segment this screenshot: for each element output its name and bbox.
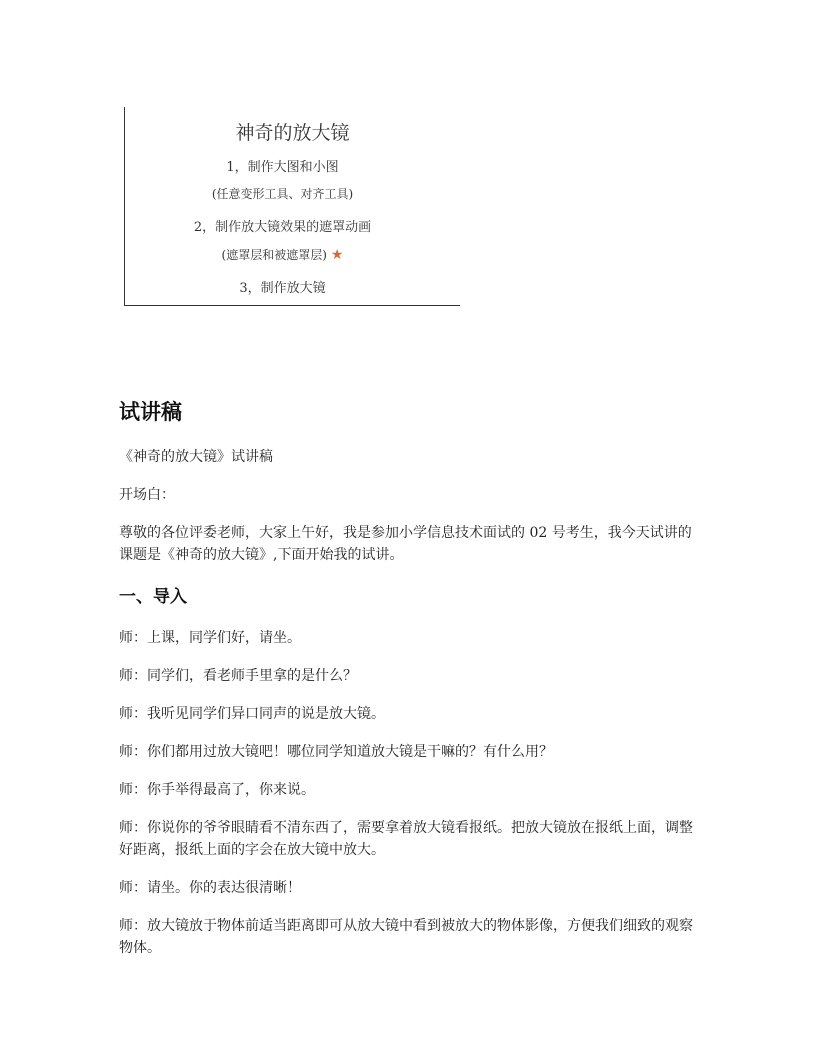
paragraph: 师：放大镜放于物体前适当距离即可从放大镜中看到被放大的物体影像，方便我们细致的观察物体。 (119, 918, 693, 956)
subtitle: 《神奇的放大镜》试讲稿 (119, 449, 273, 465)
paragraph: 师：同学们，看老师手里拿的是什么？ (119, 668, 357, 684)
paragraph: 师：你们都用过放大镜吧！哪位同学知道放大镜是干嘛的？有什么用？ (119, 744, 553, 760)
opening-label: 开场白： (119, 487, 175, 503)
document-body (119, 396, 699, 975)
blackboard-line-4 (115, 246, 450, 263)
blackboard-line-1: 1，制作大图和小图 (226, 160, 339, 175)
blackboard-image (124, 107, 460, 306)
blackboard-line-3: 2，制作放大镜效果的遮罩动画 (193, 220, 372, 235)
star-icon: ★ (330, 247, 344, 263)
blackboard-line-2: (任意变形工具、对齐工具) (211, 187, 354, 201)
paragraph: 师：上课，同学们好，请坐。 (119, 630, 301, 646)
blackboard-title: 神奇的放大镜 (235, 122, 350, 144)
blackboard-line-5: 3，制作放大镜 (239, 281, 326, 296)
section-title-intro: 一、导入 (119, 587, 187, 607)
blackboard-line-4-text: (遮罩层和被遮罩层) (221, 248, 327, 262)
paragraph: 师：请坐。你的表达很清晰！ (119, 880, 301, 896)
opening-text: 尊敬的各位评委老师，大家上午好，我是参加小学信息技术面试的 02 号考生，我今天试讲的课题是《神奇的放大镜》,下面开始我的试讲。 (119, 525, 692, 563)
page-title: 试讲稿 (119, 400, 182, 424)
paragraph: 师：你手举得最高了，你来说。 (119, 782, 315, 798)
paragraph: 师：我听见同学们异口同声的说是放大镜。 (119, 706, 385, 722)
paragraph: 师：你说你的爷爷眼睛看不清东西了，需要拿着放大镜看报纸。把放大镜放在报纸上面，调整好距离，报纸上面的字会在放大镜中放大。 (119, 820, 693, 858)
